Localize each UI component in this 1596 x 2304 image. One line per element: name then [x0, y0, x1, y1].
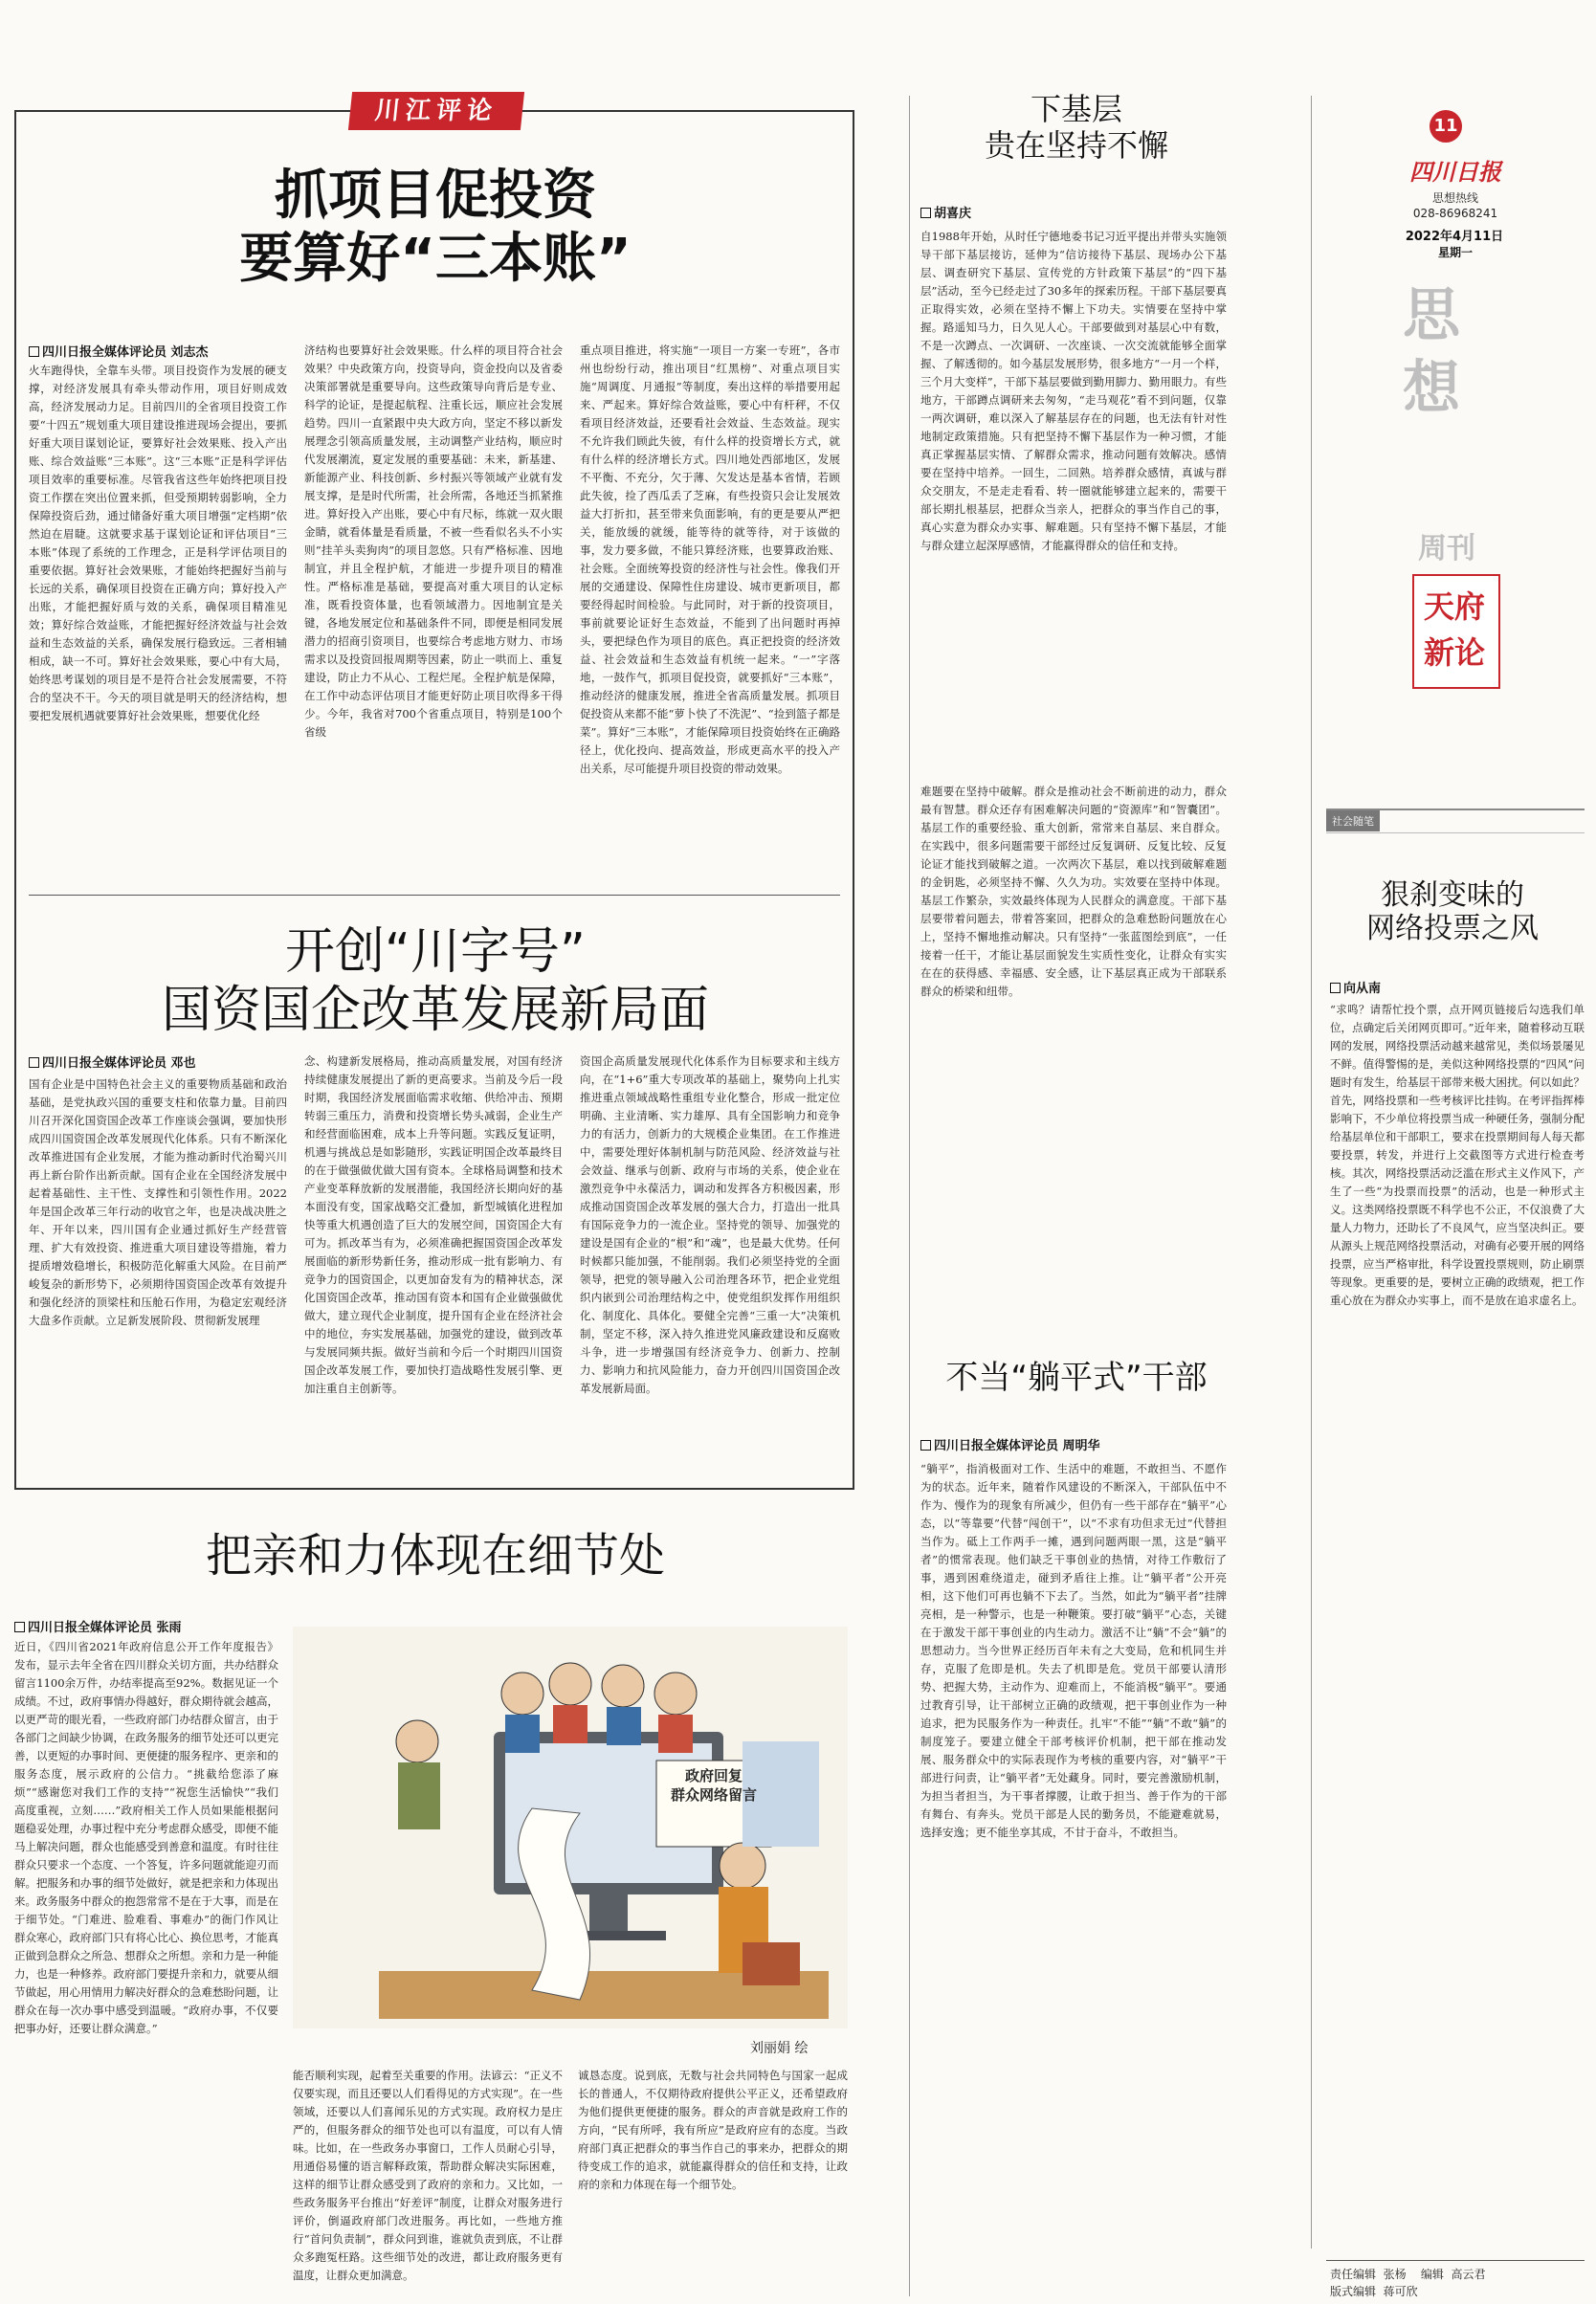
side-tag-label: 社会随笔: [1326, 810, 1380, 831]
article-6-title: 狠刹变味的 网络投票之风: [1366, 878, 1539, 946]
divider: [29, 895, 840, 896]
article-1-byline: 四川日报全媒体评论员 刘志杰: [29, 342, 209, 360]
article-2-col3: 资国企高质量发展现代化体系作为目标要求和主线方向，在“1+6”重大专项改革的基础上，聚势向上扎实推进重点领域战略性重组专业化整合，形成一批定位明确、主业清晰、实力雄厚、具有全国影响力和竞争力的有活力，创新力的大规模企业集团。在工作推进中，需要处理好体制机制与防范风险、经济效益与社会效益、继承与创新、政府与市场的关系，使企业在激烈竞争中永葆活力，调动和发挥各方积极因素，形成推动国资国企改革发展的强大合力，打造出一批具有国际竞争力的一流企业。坚持党的领导、加强党的建设是国有企业的“根”和“魂”，也是最大优势。任何时候都只能加强，不能削弱。我们必须坚持党的全面领导，把党的领导融入公司治理各环节，把企业党组织内嵌到公司治理结构之中，使党组织发挥作用组织化、制度化、具体化。要健全完善“三重一大”决策机制，坚定不移，深入持久推进党风廉政建设和反腐败斗争，进一步增强国有经济竞争力、创新力、控制力、影响力和抗风险能力，奋力开创四川国资国企改革发展新局面。: [580, 1054, 840, 1395]
column-badge-text: 天府新论: [1424, 588, 1486, 671]
page-number-badge: [1430, 110, 1462, 143]
article-5-byline: 四川日报全媒体评论员 周明华: [920, 1435, 1100, 1453]
article-5-title: 不当“躺平式”干部: [945, 1359, 1208, 1397]
paper-logo: 四川日报: [1409, 158, 1501, 186]
section-title: 思想: [1403, 282, 1460, 422]
footer-editors: 责任编辑 张杨 编辑 高云君: [1330, 2268, 1486, 2281]
article-3-title: 把亲和力体现在细节处: [205, 1529, 665, 1583]
issue-date: 2022年4月11日: [1405, 230, 1504, 244]
article-2-col1: 国有企业是中国特色社会主义的重要物质基础和政治基础，是党执政兴国的重要支柱和依靠力量。目前四川召开深化国资国企改革工作座谈会强调，要加快形成四川国资国企改革发展现代化体系。只有不断深化改革推进国有企业发展，才能为推动新时代治蜀兴川再上新台阶作出新贡献。国有企业在全国经济发展中起着基础性、主干性、支撑性和引领性作用。2022年是国企改革三年行动的收官之年，也是决战决胜之年、开年以来，四川国有企业通过抓好生产经营管理、扩大有效投资、推进重大项目建设等措施，着力提质增效稳增长，积极防范化解重大风险。在目前严峻复杂的新形势下，必须期待国资国企改革有效提升和强化经济的顶梁柱和压舱石作用，为稳定宏观经济大盘多作贡献。立足新发展阶段、贯彻新发展理: [29, 1077, 287, 1327]
hotline-number: 028-86968241: [1412, 207, 1498, 220]
article-5-col1: “躺平”，指消极面对工作、生活中的难题，不敢担当、不愿作为的状态。近年来，随着作风建设的不断深入，干部队伍中不作为、慢作为的现象有所减少，但仍有一些干部存在“躺平”心态，以“等靠要”代替“闯创干”，以“不求有功但求无过”代替担当作为。砥上工作两手一摊，遇到问题两眼一黑，这是“躺平者”的惯常表现。他们缺乏干事创业的热情，对待工作敷衍了事，遇到困难绕道走，碰到矛盾往上推。让“躺平者”公开亮相，这下他们可再也躺不下去了。当然，如此为“躺平者”挂牌亮相，是一种警示，也是一种鞭策。要打破“躺平”心态，关键在于激发干部干事创业的内生动力。激活不让“躺”不会“躺”的思想动力。当今世界正经历百年未有之大变局，危和机同生并存，克服了危即是机。失去了机即是危。党员干部要认清形势、把握大势，主动作为、迎难而上，不能消极“躺平”。要通过教育引导，让干部树立正确的政绩观，把干事创业作为一种追求，把为民服务作为一种责任。扎牢“不能”“躺”不敢“躺”的制度笼子。要建立健全干部考核评价机制，把干部在推动发展、服务群众中的实际表现作为考核的重要内容，对“躺平”干部进行问责，让“躺平者”无处藏身。同时，要完善激励机制，为担当者担当，为干事者撑腰，让敢于担当、善于作为的干部有舞台、有奔头。党员干部是人民的勤务员，不能避难就易，选择安逸；更不能坐享其成，不甘于奋斗，不敢担当。: [920, 1462, 1227, 1839]
footer-rule: [1326, 2260, 1585, 2261]
column-tag: 川江评论: [348, 92, 524, 130]
page-number: 11: [1433, 116, 1458, 136]
side-tag: [1326, 809, 1585, 833]
article-1-col1: 火车跑得快，全靠车头带。项目投资作为发展的硬支撑，对经济发展具有牵头带动作用，项目好则成效高，经济发展动力足。目前四川的全省项目投资工作要“十四五”规划重大项目建设推进现场会提出，要抓好重大项目谋划论证，要算好社会效果账、投入产出账、综合效益账“三本账”。这“三本账”正是科学评估项目效率的重要标准。尽管我省这些年始终把项目投资工作摆在突出位置来抓，但受预期转弱影响，全力保障投资后劲，通过储备好重大项目增强“定档期”依然迫在眉睫。这就要求基于谋划论证和评估项目“三本账”体现了系统的工作理念，正是科学评估项目的重要依据。算好社会效果账，才能始终把握好当前与长远的关系，确保项目投资在正确方向；算好投入产出账，才能把握好质与效的关系，确保项目精准见效；算好综合效益账，才能把握好经济效益与社会效益和生态效益的关系，确保发展行稳致远。三者相辅相成，缺一不可。算好社会效果账，要心中有大局，始终思考谋划的项目是不是符合社会发展需要，不符合的坚决不干。今天的项目就是明天的经济结构，想要把发展机遇就要算好社会效果账，想要优化经: [29, 364, 287, 722]
article-4-title: 下基层 贵在坚持不懈: [984, 91, 1168, 164]
article-3-col2: 能否顺利实现，起着至关重要的作用。法谚云：“正义不仅要实现，而且还要以人们看得见的方式实现”。在一些领域，还要以人们喜闻乐见的方式实现。政府权力是庄严的，但服务群众的细节处也可以有温度，可以有人情味。比如，在一些政务办事窗口，工作人员耐心引导，用通俗易懂的语言解释政策，帮助群众解决实际困难，这样的细节让群众感受到了政府的亲和力。又比如，一些政务服务平台推出“好差评”制度，让群众对服务进行评价，倒逼政府部门改进服务。再比如，一些地方推行“首问负责制”，群众问到谁，谁就负责到底，不让群众多跑冤枉路。这些细节处的改进，都让政府服务更有温度，让群众更加满意。: [293, 2069, 563, 2282]
column-rule: [909, 96, 910, 2296]
issue-weekday: 星期一: [1437, 246, 1473, 259]
article-2-byline: 四川日报全媒体评论员 邓也: [29, 1052, 196, 1071]
article-6-byline: 向从南: [1330, 978, 1381, 996]
column-rule-right: [1311, 96, 1312, 2249]
footer-layout-editor: 版式编辑 蒋可欣: [1330, 2285, 1418, 2298]
article-3-col3: 诚恳态度。说到底，无数与社会共同特色与国家一起成长的普通人，不仅期待政府提供公平正义，还希望政府为他们提供更便捷的服务。群众的声音就是政府工作的方向，“民有所呼，我有所应”是政府应有的态度。当政府部门真正把群众的事当作自己的事来办，把群众的期待变成工作的追求，就能赢得群众的信任和支持，让政府的亲和力体现在每一个细节处。: [578, 2069, 848, 2191]
article-2-title: 开创“川字号” 国资国企改革发展新局面: [161, 923, 709, 1040]
cartoon-illustration: [293, 1627, 848, 2028]
column-badge: [1412, 574, 1500, 689]
article-1-col3: 重点项目推进，将实施“一项目一方案一专班”，各市州也纷纷行动，推出项目“红黑榜”、对重点项目实施“周调度、月通报”等制度，奏出这样的举措要用起来、严起来。算好综合效益账，要心中有杆秤，不仅看项目经济效益，还要看社会效益、生态效益。现实不允许我们顾此失彼，有什么样的投资增长方式，就有什么样的经济增长方式。四川地处西部地区，发展不平衡、不充分，欠于薄、欠发达是基本省情，若顾此失彼，捡了西瓜丢了芝麻，有些投资只会让发展效益大打折扣，甚至带来负面影响，有的更是要从严把关，能放缓的就缓，能等待的就等待，对于该做的事，发力要多做，不能只算经济账，也要算政治账、社会账。全面统筹投资的经济性与社会性。像我们开展的交通建设、保障性住房建设、城市更新项目，都要经得起时间检验。与此同时，对于新的投资项目，事前就要论证好生态效益，不能到了出问题时再掉头，要把绿色作为项目的底色。真正把投资的经济效益、社会效益和生态效益有机统一起来。“一”字落地，一鼓作气，抓项目促投资，就要抓好“三本账”，推动经济的健康发展，推进全省高质量发展。抓项目促投资从来都不能“萝卜快了不洗泥”、“捡到篮子都是菜”。算好“三本账”，才能保障项目投资始终在正确路径上，优化投向、提高效益，形成更高水平的投入产出关系，尽可能提升项目投资的带动效果。: [580, 343, 840, 775]
section-subtitle: 周刊: [1418, 532, 1475, 565]
article-3-byline: 四川日报全媒体评论员 张雨: [14, 1617, 182, 1635]
article-1-col2: 济结构也要算好社会效果账。什么样的项目符合社会效果？中央政策方向，投资导向，资金投向以及省委决策部署就是重要导向。这些政策导向背后是专业、科学的论证，是提起航程、注重长远，顺应社会发展趋势。四川一直紧跟中央大政方向，坚定不移以新发展理念引领高质量发展，主动调整产业结构，顺应时代发展潮流，夏定发展的重要基础：未来，新基建、新能源产业、科技创新、乡村振兴等领域产业就有发展支撑，是是时代所需，社会所需，各地还当抓紧推进。算好投入产出账，要心中有尺标，练就一双火眼金睛，就看体量是看质量，不被一些看似名头不小实则“挂羊头卖狗肉”的项目忽悠。只有严格标准、因地制宜，并且全程护航，才能进一步提升项目的精准性。严格标准是基础，要提高对重大项目的认定标准，既看投资体量，也看领域潜力。因地制宜是关键，各地发展定位和基础条件不同，即便是相同发展潜力的招商引资项目，也要综合考虑地方财力、市场需求以及投资回报周期等因素，防止一哄而上、重复建设，防止力不从心、工程烂尾。全程护航是保障，在工作中动态评估项目才能更好防止项目吹得多干得少。今年，我省对700个省重点项目，特别是100个省级: [304, 343, 563, 739]
illustration-credit: 刘丽娟 绘: [750, 2041, 809, 2056]
article-4-byline: 胡喜庆: [920, 203, 971, 221]
article-4-col2: 难题要在坚持中破解。群众是推动社会不断前进的动力，群众最有智慧。群众还存有困难解决问题的“资源库”和“智囊团”。基层工作的重要经验、重大创新，常常来自基层、来自群众。在实践中，很多问题需要干部经过反复调研、反复比较、反复论证才能找到破解之道。一次两次下基层，难以找到破解难题的金钥匙，必须坚持不懈、久久为功。实效要在坚持中体现。基层工作繁杂，实效最终体现为人民群众的满意度。干部下基层要带着问题去，带着答案回，把群众的急难愁盼问题放在心上，坚持不懈地推动解决。只有坚持“一张蓝图绘到底”，一任接着一任干，才能让基层面貌发生实质性变化，让群众有实实在在的获得感、幸福感、安全感，让下基层真正成为干部联系群众的桥梁和纽带。: [920, 785, 1227, 998]
article-1-title: 抓项目促投资 要算好“三本账”: [239, 165, 632, 291]
article-6-col1: “求鸣？请帮忙投个票，点开网页链接后勾选我们单位，点确定后关闭网页即可。”近年来，随着移动互联网的发展，网络投票活动越来越常见，类似场景屡见不鲜。值得警惕的是，美似这种网络投票的“四风”问题时有发生，给基层干部带来极大困扰。何以如此？首先，网络投票和一些考核评比挂钩。在考评指挥棒影响下，不少单位将投票当成一种硬任务，强制分配给基层单位和干部职工，要求在投票期间每人每天都要投票，转发，并进行上交截图等方式进行检查考核。其次，网络投票活动泛滥在形式主义作风下，产生了一些“为投票而投票”的活动，也是一种形式主义。这类网络投票既不科学也不公正，不仅浪费了大量人力物力，还助长了不良风气，应当坚决纠正。要从源头上规范网络投票活动，对确有必要开展的网络投票，应当严格审批，科学设置投票规则，防止刷票等现象。更重要的是，要树立正确的政绩观，把工作重心放在为群众办实事上，而不是放在追求虚名上。: [1330, 1003, 1585, 1307]
article-4-col1: 自1988年开始，从时任宁德地委书记习近平提出并带头实施领导干部下基层接访，延伸为“信访接待下基层、现场办公下基层、调查研究下基层、宣传党的方针政策下基层”的“四下基层”活动，至今已经走过了30多年的探索历程。干部下基层要真正取得实效，必须在坚持不懈上下功夫。实情要在坚持中掌握。路遥知马力，日久见人心。干部要做到对基层心中有数，不是一次蹲点、一次调研、一次座谈、一次交流就能够全面掌握、了解透彻的。如今基层发展形势，很多地方“一月一个样，三个月大变样”，干部下基层要做到勤用脚力、勤用眼力。有些地方，干部蹲点调研来去匆匆，“走马观花”看不到问题，仅靠一两次调研，难以深入了解基层存在的问题，也无法有针对性地制定政策措施。只有把坚持不懈下基层作为一种习惯，才能真正掌握基层实情、了解群众需求，推动问题有效解决。感情要在坚持中培养。一回生，二回熟。培养群众感情，真诚与群众交朋友，不是走走看看、转一圈就能够建立起来的，需要干部长期扎根基层，把群众当亲人，把群众的事当作自己的事，真心实意为群众办实事、解难题。只有坚持不懈下基层，才能与群众建立起深厚感情，才能赢得群众的信任和支持。: [920, 230, 1227, 552]
hotline-label: 思想热线: [1431, 191, 1478, 205]
article-3-col1: 近日，《四川省2021年政府信息公开工作年度报告》发布，显示去年全省在四川群众关切方面，共办结群众留言1100余万件，办结率提高至92%。数据见证一个成绩。不过，政府事情办得越好，群众期待就会越高，以更严苛的眼光看，一些政府部门办结群众留言，由于各部门之间缺少协调，在政务服务的细节处还可以更完善，以更短的办事时间、更便捷的服务程序、更亲和的服务态度，展示政府的公信力。“挑截给您添了麻烦”“感谢您对我们工作的支持”“祝您生活愉快”“我们高度重视，立刻……”政府相关工作人员如果能根据问题稳妥处理，办事过程中充分考虑群众感受，即便不能马上解决问题，群众也能感受到善意和温度。有时往往群众只要求一个态度、一个答复，许多问题就能迎刃而解。把服务和办事的细节处做好，就是把亲和力体现出来。政务服务中群众的抱怨常常不是在于大事，而是在于细节处。“门难进、脸难看、事难办”的衙门作风让群众寒心，政府部门只有将心比心、换位思考，才能真正做到急群众之所急、想群众之所想。亲和力是一种能力，也是一种修养。政府部门要提升亲和力，就要从细节做起，用心用情用力解决好群众的急难愁盼问题，让群众在每一次办事中感受到温暖。“政府办事，不仅要把事办好，还要让群众满意。”: [14, 1640, 278, 2035]
article-2-col2: 念、构建新发展格局，推动高质量发展，对国有经济持续健康发展提出了新的更高要求。当前及今后一段时期，我国经济发展面临需求收缩、供给冲击、预期转弱三重压力，消费和投资增长势头减弱，企业生产和经营面临困难，成本上升等问题。实践反复证明，机遇与挑战总是如影随形，实践证明国企改革最终目的在于做强做优做大国有资本。全球格局调整和技术产业变革释放新的发展潜能，我国经济长期向好的基本面没有变，国家战略交汇叠加，新型城镇化进程加快等重大机遇创造了巨大的发展空间，国资国企大有可为。抓改革当有为，必须准确把握国资国企改革发展面临的新形势新任务，推动形成一批有影响力、有竞争力的国资国企，以更加奋发有为的精神状态，深化国资国企改革，推动国有资本和国有企业做强做优做大，建立现代企业制度，提升国有企业在经济社会中的地位，夯实发展基础，加强党的建设，做到改革与发展同频共振。做好当前和今后一个时期四川国资国企改革发展工作，要加快打造战略性发展引擎、更加注重自主创新等。: [304, 1054, 563, 1395]
illustration-sign: 政府回复 群众网络留言: [670, 1767, 757, 1804]
